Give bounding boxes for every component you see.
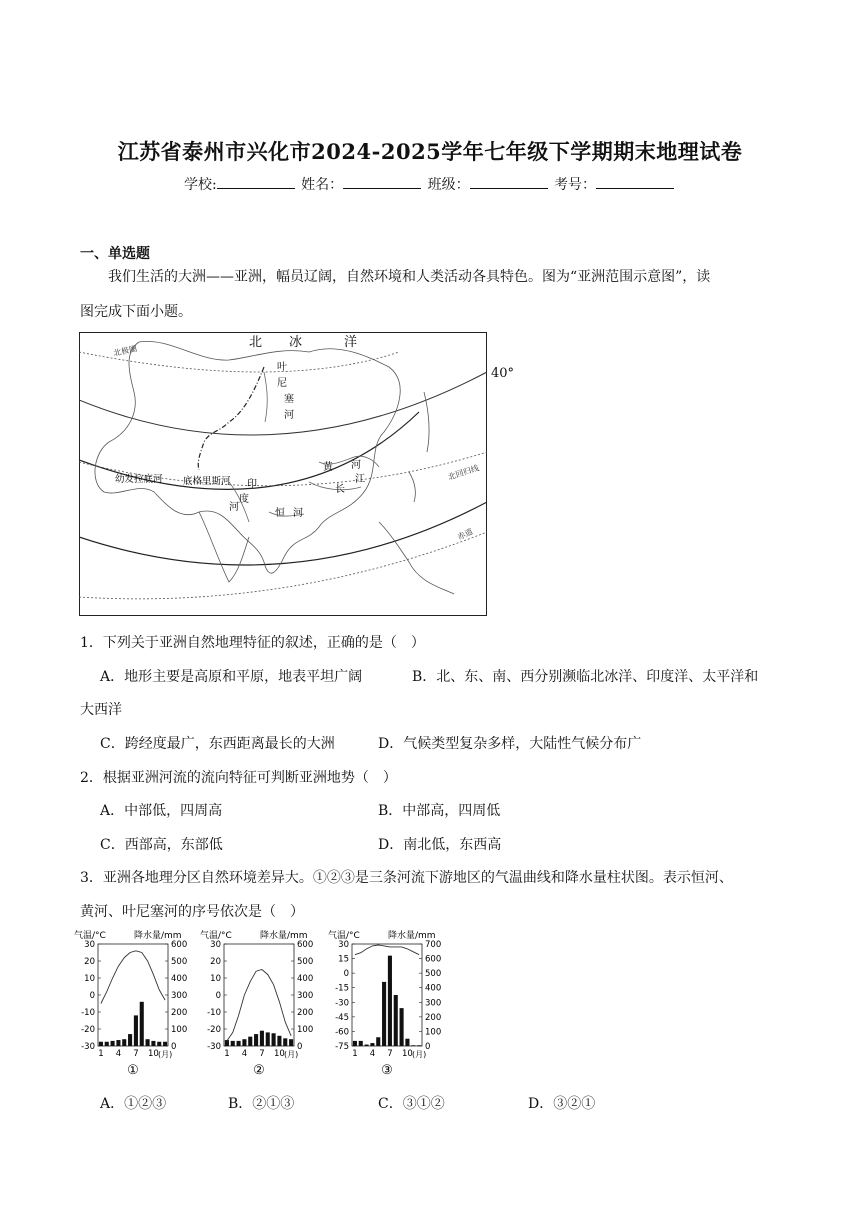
temp-tick-label: 15 bbox=[338, 954, 349, 965]
q2-option-c[interactable]: C．西部高，东部低 bbox=[100, 837, 223, 853]
precip-bar bbox=[116, 1040, 120, 1046]
yellow-river-label-1: 黄 bbox=[323, 462, 333, 473]
q3-option-d[interactable]: D．③②① bbox=[528, 1096, 596, 1112]
yangtze-label-1: 长 bbox=[335, 484, 345, 495]
month-tick-label: 10 bbox=[402, 1049, 413, 1059]
temp-tick-label: 10 bbox=[84, 974, 95, 984]
temp-tick-label: 30 bbox=[210, 940, 221, 950]
precip-tick-label: 500 bbox=[171, 957, 188, 967]
class-blank[interactable] bbox=[470, 174, 548, 189]
month-tick-label: 1 bbox=[224, 1049, 230, 1059]
q3-stem-line2: 黄河、叶尼塞河的序号依次是（ ） bbox=[80, 904, 304, 920]
precip-axis-title: 降水量/mm bbox=[134, 931, 182, 941]
precip-bar bbox=[163, 1042, 167, 1046]
temp-axis-title: 气温/°C bbox=[74, 931, 106, 941]
precip-axis-title: 降水量/mm bbox=[388, 931, 436, 941]
indus-label-2: 度 bbox=[239, 494, 249, 505]
precip-bar bbox=[283, 1038, 287, 1046]
q2-stem: 2．根据亚洲河流的流向特征可判断亚洲地势（ ） bbox=[80, 770, 397, 786]
precip-bar bbox=[134, 1015, 138, 1046]
precip-tick-label: 300 bbox=[297, 991, 314, 1001]
intro-line-1: 我们生活的大洲——亚洲，幅员辽阔，自然环境和人类活动各具特色。图为“亚洲范围示意图”，读 bbox=[108, 269, 711, 285]
chart-number-label: ① bbox=[127, 1063, 139, 1078]
tropic-label: 北回归线 bbox=[446, 463, 481, 482]
precip-bar bbox=[157, 1042, 161, 1046]
precip-bar bbox=[237, 1041, 241, 1046]
name-blank[interactable] bbox=[343, 174, 421, 189]
precip-tick-label: 400 bbox=[171, 974, 188, 984]
q1-option-b-cont: 大西洋 bbox=[80, 702, 122, 718]
precip-bar bbox=[105, 1042, 109, 1046]
temp-tick-label: -20 bbox=[207, 1025, 221, 1035]
precip-tick-label: 600 bbox=[297, 940, 314, 950]
precip-tick-label: 500 bbox=[297, 957, 314, 967]
yenisei-label-4: 河 bbox=[284, 410, 294, 421]
plot-frame bbox=[98, 944, 168, 1046]
temp-tick-label: 30 bbox=[84, 940, 95, 950]
precip-bar bbox=[376, 1037, 380, 1046]
precip-bar bbox=[359, 1041, 363, 1046]
precip-tick-label: 200 bbox=[425, 1012, 442, 1023]
q1-option-c[interactable]: C．跨经度最广，东西距离最长的大洲 bbox=[100, 736, 335, 752]
temp-axis-title: 气温/°C bbox=[328, 931, 360, 941]
precip-bar bbox=[400, 1008, 404, 1046]
precip-bar bbox=[266, 1032, 270, 1046]
yenisei-label-2: 尼 bbox=[277, 378, 287, 389]
q1-option-d[interactable]: D．气候类型复杂多样，大陆性气候分布广 bbox=[378, 736, 642, 752]
ocean-label-3: 洋 bbox=[344, 335, 358, 350]
precip-bar bbox=[289, 1039, 293, 1046]
temp-tick-label: -10 bbox=[207, 1008, 221, 1018]
precip-bar bbox=[353, 1041, 357, 1046]
precip-bar bbox=[225, 1040, 229, 1046]
yenisei-label-1: 叶 bbox=[277, 362, 287, 373]
precip-tick-label: 600 bbox=[171, 940, 188, 950]
climate-chart-3 bbox=[326, 928, 452, 1084]
month-tick-label: 7 bbox=[133, 1049, 139, 1059]
precip-bar bbox=[140, 1002, 144, 1046]
temp-tick-label: 0 bbox=[215, 991, 221, 1001]
month-tick-label: 10 bbox=[148, 1049, 159, 1059]
precip-tick-label: 300 bbox=[171, 991, 188, 1001]
temp-tick-label: 20 bbox=[84, 957, 95, 967]
precip-bar bbox=[122, 1039, 126, 1046]
school-label: 学校: bbox=[183, 177, 217, 193]
precip-bar bbox=[260, 1031, 264, 1046]
indus-label-3: 河 bbox=[229, 502, 239, 513]
precip-bar bbox=[242, 1039, 246, 1046]
precip-tick-label: 400 bbox=[425, 983, 442, 994]
yangtze-label-2: 江 bbox=[355, 474, 365, 485]
ocean-label-1: 北 bbox=[249, 335, 263, 350]
month-tick-label: 4 bbox=[369, 1049, 376, 1059]
precip-bar bbox=[231, 1041, 235, 1046]
temp-tick-label: 0 bbox=[89, 991, 95, 1001]
temp-tick-label: -60 bbox=[335, 1027, 349, 1038]
month-axis-label: (月) bbox=[158, 1050, 173, 1059]
temp-tick-label: -45 bbox=[335, 1012, 349, 1023]
precip-tick-label: 400 bbox=[297, 974, 314, 984]
plot-frame bbox=[352, 944, 422, 1046]
indus-label-1: 印 bbox=[247, 479, 257, 490]
temp-tick-label: 20 bbox=[210, 957, 221, 967]
precip-tick-label: 300 bbox=[425, 998, 442, 1009]
temperature-line bbox=[101, 951, 165, 1004]
temp-tick-label: -15 bbox=[335, 983, 349, 994]
asia-map bbox=[79, 332, 487, 616]
latitude-40-label: 40° bbox=[491, 366, 515, 381]
exam-title: 江苏省泰州市兴化市2024-2025学年七年级下学期期末地理试卷 bbox=[117, 139, 743, 164]
precip-bar bbox=[405, 1039, 409, 1046]
precip-bar bbox=[99, 1042, 103, 1046]
temp-tick-label: -10 bbox=[81, 1008, 95, 1018]
q1-option-a[interactable]: A．地形主要是高原和平原，地表平坦广阔 bbox=[100, 669, 363, 685]
class-label: 班级： bbox=[427, 177, 470, 193]
ganges-label-1: 恒 bbox=[275, 508, 285, 519]
q2-option-b[interactable]: B．中部高，四周低 bbox=[378, 803, 501, 819]
precip-tick-label: 100 bbox=[171, 1025, 188, 1035]
month-tick-label: 1 bbox=[352, 1049, 358, 1059]
precip-tick-label: 600 bbox=[425, 954, 442, 965]
ocean-label-2: 冰 bbox=[289, 335, 303, 350]
q3-stem-line1: 3．亚洲各地理分区自然环境差异大。①②③是三条河流下游地区的气温曲线和降水量柱状图。表示恒河、 bbox=[80, 870, 733, 886]
month-tick-label: 7 bbox=[387, 1049, 393, 1059]
climate-chart-2 bbox=[198, 928, 324, 1084]
arctic-circle-label: 北极圈 bbox=[112, 344, 138, 358]
month-tick-label: 10 bbox=[274, 1049, 285, 1059]
precip-bar bbox=[272, 1033, 276, 1046]
precip-tick-label: 0 bbox=[171, 1042, 177, 1052]
month-tick-label: 4 bbox=[115, 1049, 122, 1059]
intro-line-2: 图完成下面小题。 bbox=[80, 304, 192, 320]
month-tick-label: 4 bbox=[241, 1049, 248, 1059]
precip-bar bbox=[146, 1039, 150, 1046]
month-axis-label: (月) bbox=[284, 1050, 299, 1059]
tigris-label: 底格里斯河 bbox=[183, 476, 231, 487]
name-label: 姓名： bbox=[301, 177, 344, 193]
precip-bar bbox=[111, 1041, 115, 1046]
precip-tick-label: 700 bbox=[425, 940, 442, 950]
equator-label: 赤道 bbox=[456, 526, 475, 542]
q2-option-d[interactable]: D．南北低，东西高 bbox=[378, 837, 502, 853]
temp-tick-label: -30 bbox=[81, 1042, 95, 1052]
temp-tick-label: 30 bbox=[338, 940, 349, 950]
precip-tick-label: 100 bbox=[425, 1027, 442, 1038]
ganges-label-2: 河 bbox=[293, 508, 303, 519]
q2-option-a[interactable]: A．中部低，四周高 bbox=[100, 803, 223, 819]
chart-number-label: ③ bbox=[381, 1063, 393, 1078]
precip-bar bbox=[365, 1045, 369, 1046]
precip-tick-label: 0 bbox=[425, 1042, 431, 1052]
precip-tick-label: 200 bbox=[171, 1008, 188, 1018]
temp-tick-label: 0 bbox=[343, 969, 349, 980]
temp-axis-title: 气温/°C bbox=[200, 931, 232, 941]
precip-bar bbox=[248, 1037, 252, 1046]
precip-bar bbox=[128, 1034, 132, 1046]
school-blank[interactable] bbox=[217, 174, 295, 189]
yellow-river-label-2: 河 bbox=[351, 460, 361, 471]
precip-bar bbox=[382, 982, 386, 1046]
precip-tick-label: 0 bbox=[297, 1042, 303, 1052]
temp-tick-label: 10 bbox=[210, 974, 221, 984]
precip-bar bbox=[394, 995, 398, 1046]
q1-stem: 1．下列关于亚洲自然地理特征的叙述，正确的是（ ） bbox=[80, 635, 425, 651]
precip-axis-title: 降水量/mm bbox=[260, 931, 308, 941]
q3-option-c[interactable]: C．③①② bbox=[378, 1096, 445, 1112]
precip-bar bbox=[388, 956, 392, 1046]
q3-option-a[interactable]: A．①②③ bbox=[100, 1096, 167, 1112]
climate-chart-1 bbox=[72, 928, 198, 1084]
temperature-line bbox=[355, 945, 419, 955]
exam-no-label: 考号： bbox=[554, 177, 597, 193]
plot-frame bbox=[224, 944, 294, 1046]
temp-tick-label: -30 bbox=[207, 1042, 221, 1052]
temp-tick-label: -30 bbox=[335, 998, 349, 1009]
precip-bar bbox=[417, 1045, 421, 1046]
precip-bar bbox=[254, 1034, 258, 1046]
chart-number-label: ② bbox=[253, 1063, 265, 1078]
temperature-line bbox=[227, 970, 291, 1041]
precip-bar bbox=[151, 1041, 155, 1046]
month-tick-label: 7 bbox=[259, 1049, 265, 1059]
q3-option-b[interactable]: B．②①③ bbox=[228, 1096, 295, 1112]
euphrates-label: 幼发拉底河 bbox=[115, 474, 163, 485]
yenisei-label-3: 塞 bbox=[284, 394, 294, 405]
precip-bar bbox=[277, 1036, 281, 1046]
q1-option-b[interactable]: B．北、东、南、西分别濒临北冰洋、印度洋、太平洋和 bbox=[412, 669, 759, 685]
section-heading: 一、单选题 bbox=[80, 246, 150, 262]
precip-bar bbox=[370, 1043, 374, 1046]
temp-tick-label: -20 bbox=[81, 1025, 95, 1035]
exam-no-blank[interactable] bbox=[596, 174, 674, 189]
precip-tick-label: 100 bbox=[297, 1025, 314, 1035]
temp-tick-label: -75 bbox=[335, 1042, 349, 1052]
precip-bar bbox=[411, 1045, 415, 1046]
precip-tick-label: 200 bbox=[297, 1008, 314, 1018]
student-info-line bbox=[0, 174, 860, 194]
precip-tick-label: 500 bbox=[425, 969, 442, 980]
month-axis-label: (月) bbox=[412, 1050, 427, 1059]
month-tick-label: 1 bbox=[98, 1049, 104, 1059]
